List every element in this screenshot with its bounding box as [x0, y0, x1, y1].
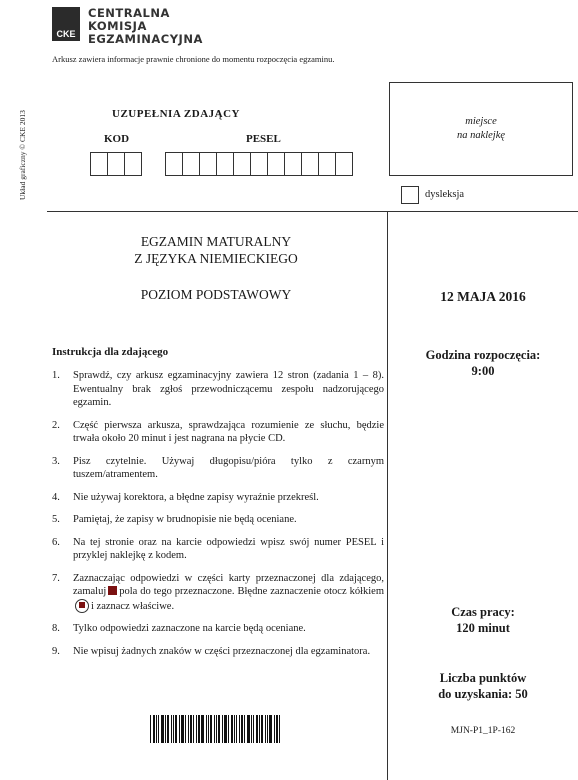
item-text: Nie używaj korektora, a błędne zapisy wyraźnie przekreśl.	[73, 491, 319, 503]
work-time-label: Czas pracy:	[451, 605, 515, 619]
exam-level: POZIOM PODSTAWOWY	[140, 287, 292, 302]
barcode-bar	[251, 715, 252, 743]
item-number: 8.	[52, 623, 60, 634]
barcode-bar	[247, 715, 250, 743]
list-item	[52, 572, 384, 614]
list-item	[52, 455, 384, 482]
kod-box[interactable]	[107, 152, 125, 176]
kod-label: KOD	[104, 133, 130, 145]
filled-square-icon	[108, 586, 117, 595]
barcode-bar	[267, 715, 268, 743]
pesel-box[interactable]	[250, 152, 268, 176]
side-copyright-text: Układ graficzny © CKE 2013	[18, 110, 27, 200]
barcode-bar	[269, 715, 272, 743]
barcode-bar	[216, 715, 217, 743]
pesel-box[interactable]	[335, 152, 353, 176]
start-time-value: 9:00	[471, 364, 495, 378]
item-text: Nie wpisuj żadnych znaków w części przeznaczonej dla egzaminatora.	[73, 645, 371, 657]
barcode-bar	[188, 715, 189, 743]
item-number: 2.	[52, 419, 60, 431]
pesel-box[interactable]	[267, 152, 285, 176]
horizontal-divider	[47, 211, 578, 212]
barcode-bar	[261, 715, 263, 743]
points-label: Liczba punktów	[439, 671, 527, 685]
barcode-bar	[265, 715, 266, 743]
list-item	[52, 645, 384, 659]
barcode-bar	[179, 715, 180, 743]
points-block	[388, 670, 578, 702]
barcode-bar	[185, 715, 186, 743]
sticker-place	[389, 82, 573, 176]
barcode-image	[150, 715, 290, 743]
exam-title	[48, 233, 384, 267]
item-text: Tylko odpowiedzi zaznaczone na karcie będą oceniane.	[73, 623, 306, 634]
sticker-line-2: na naklejkę	[456, 130, 506, 141]
work-time-value: 120 minut	[456, 621, 510, 635]
exam-title-line-2: Z JĘZYKA NIEMIECKIEGO	[134, 251, 298, 266]
instructions-list	[52, 369, 384, 667]
zdajacy-heading: UZUPEŁNIA ZDAJĄCY	[112, 108, 240, 120]
barcode-bar	[214, 715, 215, 743]
barcode-bar	[167, 715, 169, 743]
barcode-bar	[181, 715, 184, 743]
item-text-part: Zaznaczając odpowiedzi w części karty przeznaczonej dla zdającego, zamaluj	[73, 572, 384, 597]
logo-line-1: CENTRALNA	[88, 6, 170, 20]
item-number: 1.	[52, 370, 60, 381]
logo-line-2: KOMISJA	[88, 19, 147, 33]
dysleksja-label: dysleksja	[425, 189, 465, 200]
pesel-box[interactable]	[233, 152, 251, 176]
item-number: 7.	[52, 572, 60, 584]
kod-box[interactable]	[90, 152, 108, 176]
barcode-bar	[274, 715, 275, 743]
circled-square-icon	[75, 599, 89, 613]
logo-line-3: EGZAMINACYJNA	[88, 32, 203, 46]
barcode-bar	[218, 715, 220, 743]
barcode-bar	[190, 715, 192, 743]
kod-box[interactable]	[124, 152, 142, 176]
pesel-input-boxes[interactable]	[166, 152, 353, 176]
item-text: Pisz czytelnie. Używaj długopisu/pióra tylko z czarnym tuszem/atramentem.	[73, 455, 384, 480]
barcode-bar	[150, 715, 151, 743]
barcode-bar	[234, 715, 235, 743]
pesel-box[interactable]	[284, 152, 302, 176]
barcode-bar	[208, 715, 209, 743]
barcode-bar	[206, 715, 207, 743]
work-time-block	[388, 604, 578, 636]
instructions-heading: Instrukcja dla zdającego	[52, 346, 169, 358]
barcode-bar	[173, 715, 174, 743]
sticker-line-1: miejsce	[465, 116, 497, 127]
item-number: 9.	[52, 645, 60, 657]
points-value: do uzyskania: 50	[438, 687, 528, 701]
barcode-bar	[196, 715, 197, 743]
item-text-part: pola do tego przeznaczone. Błędne zaznaczenie otocz kółkiem	[119, 586, 384, 597]
barcode-bar	[153, 715, 155, 743]
exam-title-line-1: EGZAMIN MATURALNY	[140, 234, 292, 249]
barcode-bar	[239, 715, 240, 743]
barcode-bar	[222, 715, 223, 743]
item-number: 3.	[52, 455, 60, 467]
item-text: Na tej stronie oraz na karcie odpowiedzi wpisz swój numer PESEL i przyklej naklejkę z kodem.	[73, 536, 384, 561]
barcode-bar	[210, 715, 212, 743]
item-text: Część pierwsza arkusza, sprawdzająca rozumienie ze słuchu, będzie trwała około 20 minut i jest nagrana na płycie CD.	[73, 419, 384, 444]
cke-logo-text	[88, 7, 203, 46]
barcode-bar	[158, 715, 159, 743]
list-item	[52, 513, 384, 527]
barcode-bar	[161, 715, 164, 743]
list-item	[52, 491, 384, 505]
list-item	[52, 369, 384, 410]
barcode-bar	[236, 715, 237, 743]
start-time-block	[388, 347, 578, 379]
item-number: 5.	[52, 514, 60, 525]
barcode-bar	[253, 715, 254, 743]
barcode-bar	[156, 715, 157, 743]
list-item	[52, 419, 384, 446]
pesel-box[interactable]	[216, 152, 234, 176]
list-item	[52, 536, 384, 563]
barcode-bar	[175, 715, 177, 743]
pesel-box[interactable]	[199, 152, 217, 176]
barcode-bar	[244, 715, 245, 743]
barcode-bar	[259, 715, 260, 743]
pesel-box[interactable]	[318, 152, 336, 176]
barcode-bar	[231, 715, 233, 743]
pesel-box[interactable]	[165, 152, 183, 176]
confidentiality-notice: Arkusz zawiera informacje prawnie chronione do momentu rozpoczęcia egzaminu.	[52, 54, 335, 64]
kod-input-boxes[interactable]	[91, 152, 142, 176]
item-text: Pamiętaj, że zapisy w brudnopisie nie będą oceniane.	[73, 514, 297, 525]
barcode-bar	[198, 715, 200, 743]
exam-code: MJN-P1_1P-162	[450, 726, 516, 736]
barcode-bar	[193, 715, 194, 743]
dysleksja-checkbox[interactable]	[401, 186, 419, 204]
barcode-bar	[228, 715, 229, 743]
barcode-bar	[171, 715, 172, 743]
pesel-label: PESEL	[246, 133, 281, 145]
barcode-bar	[279, 715, 280, 743]
barcode-bar	[201, 715, 204, 743]
barcode-bar	[241, 715, 243, 743]
item-number: 6.	[52, 536, 60, 548]
item-text-part: i zaznacz właściwe.	[91, 600, 175, 612]
list-item	[52, 622, 384, 636]
pesel-box[interactable]	[301, 152, 319, 176]
barcode-bar	[256, 715, 258, 743]
exam-date: 12 MAJA 2016	[440, 289, 526, 304]
barcode-bar	[276, 715, 278, 743]
item-number: 4.	[52, 491, 60, 503]
item-text: Sprawdź, czy arkusz egzaminacyjny zawiera 12 stron (zadania 1 – 8). Ewentualny brak zgłoś przewodniczącemu zespołu nadzorującego egzamin.	[73, 370, 384, 408]
barcode-bar	[165, 715, 166, 743]
pesel-box[interactable]	[182, 152, 200, 176]
cke-logo-mark: CKE	[52, 7, 80, 41]
start-time-label: Godzina rozpoczęcia:	[425, 348, 541, 362]
barcode-bar	[224, 715, 227, 743]
item-text	[73, 572, 384, 614]
